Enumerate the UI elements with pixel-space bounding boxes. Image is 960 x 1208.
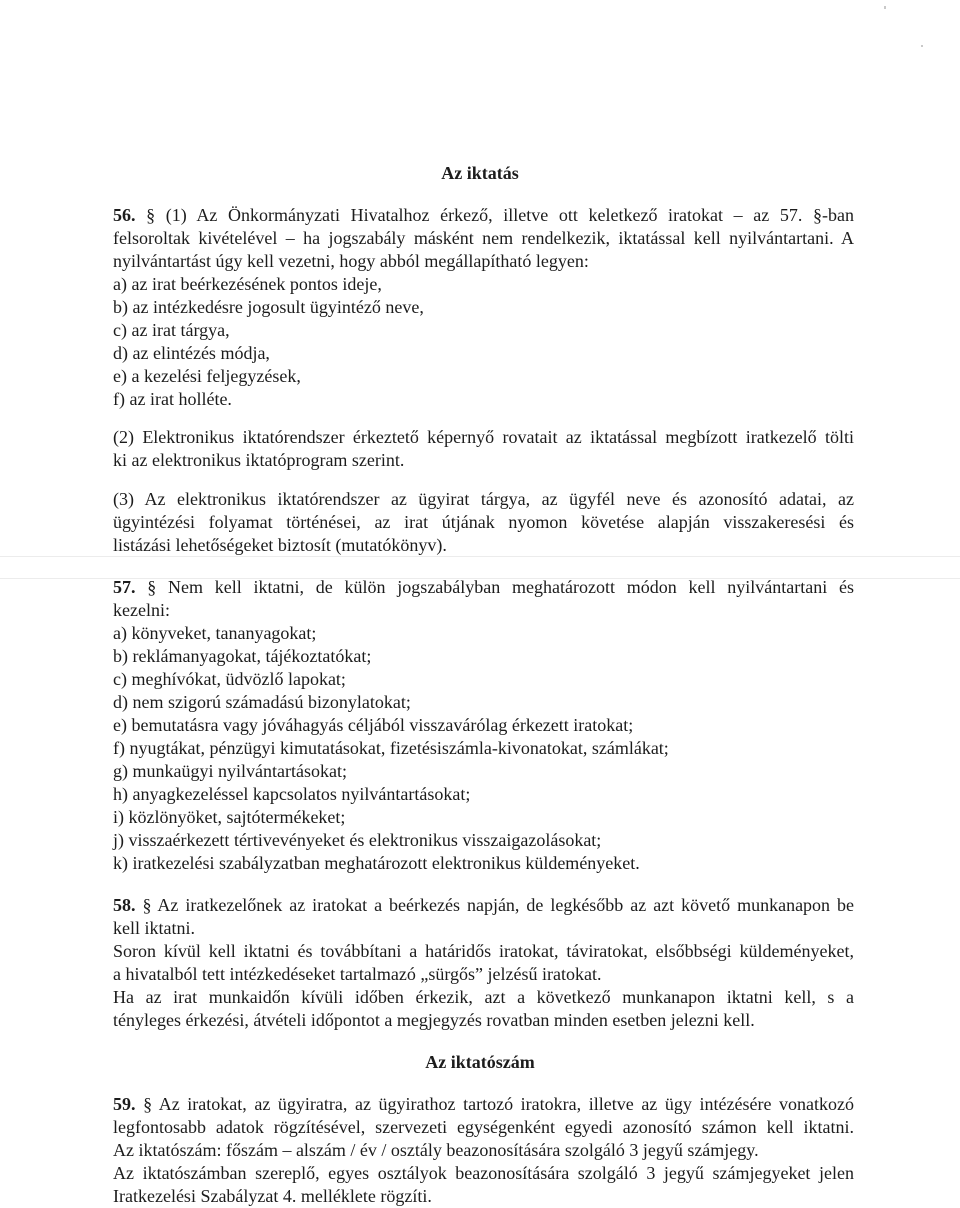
section-heading: Az iktatás xyxy=(441,163,519,183)
scan-speck xyxy=(921,45,923,47)
list-item: k) iratkezelési szabályzatban meghatározott elektronikus küldeményeket. xyxy=(113,853,640,873)
list-item: a) az irat beérkezésének pontos ideje, xyxy=(113,274,382,294)
section-text: § Az iratokat, az ügyiratra, az ügyirathoz tartozó iratokra, illetve az ügy intézésére vonatkozó xyxy=(143,1094,855,1114)
list-item: i) közlönyöket, sajtótermékeket; xyxy=(113,807,346,827)
section-text: § (1) Az Önkormányzati Hivatalhoz érkező, illetve ott keletkező iratokat – az 57. §-ban xyxy=(146,205,854,225)
list-item: c) meghívókat, üdvözlő lapokat; xyxy=(113,669,346,689)
section-number: 59. xyxy=(113,1094,136,1114)
paragraph-58-line xyxy=(113,894,854,917)
paragraph-58-line: Ha az irat munkaidőn kívüli időben érkezik, azt a következő munkanapon iktatni kell, s a xyxy=(113,987,854,1007)
list-item: g) munkaügyi nyilvántartásokat; xyxy=(113,761,347,781)
section-text: § Az iratkezelőnek az iratokat a beérkezés napján, de legkésőbb az azt követő munkanapon be xyxy=(142,895,854,915)
section-number: 58. xyxy=(113,895,136,915)
paragraph-58-line: tényleges érkezési, átvételi időpontot a megjegyzés rovatban minden esetben jelezni kell. xyxy=(113,1010,755,1030)
list-item: e) a kezelési feljegyzések, xyxy=(113,366,301,386)
section-number: 57. xyxy=(113,577,136,597)
list-item: b) az intézkedésre jogosult ügyintéző neve, xyxy=(113,297,424,317)
paragraph-57-line xyxy=(113,576,854,599)
paragraph-59-line: legfontosabb adatok rögzítésével, szervezeti egységenként egyedi azonosító számon kell iktatni. xyxy=(113,1117,854,1137)
paragraph-56-line xyxy=(113,204,854,227)
paragraph-56-line: nyilvántartást úgy kell vezetni, hogy abból megállapítható legyen: xyxy=(113,251,589,271)
list-item: e) bemutatásra vagy jóváhagyás céljából visszavárólag érkezett iratokat; xyxy=(113,715,634,735)
paragraph-58-line: Soron kívül kell iktatni és továbbítani a határidős iratokat, táviratokat, elsőbbségi küldeményeket, xyxy=(113,941,854,961)
list-item: f) az irat holléte. xyxy=(113,389,232,409)
list-item: a) könyveket, tananyagokat; xyxy=(113,623,317,643)
paragraph-56-3-line: listázási lehetőségeket biztosít (mutatókönyv). xyxy=(113,535,447,555)
paragraph-56-line: felsoroltak kivételével – ha jogszabály másként nem rendelkezik, iktatással kell nyilvántartani. A xyxy=(113,228,854,248)
section-number: 56. xyxy=(113,205,136,225)
paragraph-56-2-line: ki az elektronikus iktatóprogram szerint. xyxy=(113,450,405,470)
paragraph-56-2-line: (2) Elektronikus iktatórendszer érkeztető képernyő rovatait az iktatással megbízott iratkezelő tölti xyxy=(113,427,854,447)
paragraph-59-line: Az iktatószám: főszám – alszám / év / osztály beazonosítására szolgáló 3 jegyű számjegy. xyxy=(113,1140,759,1160)
paragraph-57-line: kezelni: xyxy=(113,600,170,620)
list-item: d) nem szigorú számadású bizonylatokat; xyxy=(113,692,411,712)
list-item: j) visszaérkezett tértivevényeket és elektronikus visszaigazolásokat; xyxy=(113,830,602,850)
list-item: b) reklámanyagokat, tájékoztatókat; xyxy=(113,646,372,666)
paragraph-56-3-line: (3) Az elektronikus iktatórendszer az ügyirat tárgya, az ügyfél neve és azonosító adatai, az xyxy=(113,489,854,509)
section-text: § Nem kell iktatni, de külön jogszabályban meghatározott módon kell nyilvántartani és xyxy=(147,577,854,597)
list-item: c) az irat tárgya, xyxy=(113,320,230,340)
list-item: d) az elintézés módja, xyxy=(113,343,270,363)
paragraph-59-line xyxy=(113,1093,854,1116)
list-item: h) anyagkezeléssel kapcsolatos nyilvántartásokat; xyxy=(113,784,471,804)
paragraph-59-line: Az iktatószámban szereplő, egyes osztályok beazonosítására szolgáló 3 jegyű számjegyeket jelen xyxy=(113,1163,854,1183)
paragraph-59-line: Iratkezelési Szabályzat 4. melléklete rögzíti. xyxy=(113,1186,432,1206)
paragraph-58-line: kell iktatni. xyxy=(113,918,195,938)
section-heading: Az iktatószám xyxy=(425,1052,535,1072)
paragraph-56-3-line: ügyintézési folyamat történései, az irat útjának nyomon követése alapján visszakeresési és xyxy=(113,512,854,532)
paragraph-58-line: a hivatalból tett intézkedéseket tartalmazó „sürgős” jelzésű iratokat. xyxy=(113,964,602,984)
list-item: f) nyugtákat, pénzügyi kimutatásokat, fizetésiszámla-kivonatokat, számlákat; xyxy=(113,738,669,758)
scan-speck xyxy=(884,6,886,9)
